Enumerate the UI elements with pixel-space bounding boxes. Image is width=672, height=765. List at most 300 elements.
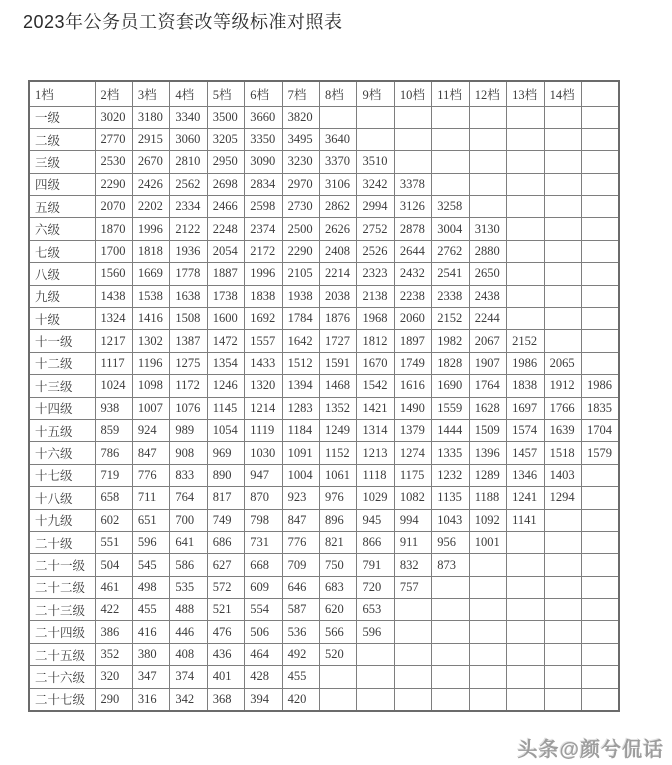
- table-cell: 2500: [282, 218, 319, 240]
- table-row: [29, 599, 619, 621]
- table-cell: 653: [357, 599, 394, 621]
- table-cell: 1697: [507, 397, 544, 419]
- table-cell: [507, 531, 544, 553]
- table-row: [29, 352, 619, 374]
- table-cell: 1352: [320, 397, 357, 419]
- table-cell: [432, 576, 469, 598]
- table-cell: 374: [170, 666, 207, 688]
- table-cell: 2290: [95, 173, 132, 195]
- table-cell: 847: [132, 442, 169, 464]
- table-cell: 408: [170, 643, 207, 665]
- row-label: 二十四级: [29, 621, 95, 643]
- table-cell: 776: [132, 464, 169, 486]
- table-cell: 2338: [432, 285, 469, 307]
- table-cell: [394, 666, 431, 688]
- table-cell: [507, 554, 544, 576]
- table-cell: 2432: [394, 263, 431, 285]
- table-cell: 572: [207, 576, 244, 598]
- table-cell: 821: [320, 531, 357, 553]
- column-header: 13档: [507, 81, 544, 106]
- table-cell: [320, 666, 357, 688]
- table-cell: 1421: [357, 397, 394, 419]
- table-cell: [544, 643, 581, 665]
- table-cell: 1004: [282, 464, 319, 486]
- table-cell: 596: [357, 621, 394, 643]
- table-cell: 2530: [95, 151, 132, 173]
- table-cell: 401: [207, 666, 244, 688]
- table-cell: [357, 666, 394, 688]
- table-cell: 1249: [320, 419, 357, 441]
- table-cell: 641: [170, 531, 207, 553]
- table-cell: 2626: [320, 218, 357, 240]
- table-cell: 1557: [245, 330, 282, 352]
- table-cell: 3350: [245, 128, 282, 150]
- table-cell: 2878: [394, 218, 431, 240]
- table-cell: [581, 621, 618, 643]
- table-cell: [469, 666, 506, 688]
- table-cell: 521: [207, 599, 244, 621]
- table-cell: 1574: [507, 419, 544, 441]
- table-cell: 1727: [320, 330, 357, 352]
- table-cell: 1354: [207, 352, 244, 374]
- table-cell: 1379: [394, 419, 431, 441]
- table-cell: 587: [282, 599, 319, 621]
- table-cell: 923: [282, 487, 319, 509]
- table-cell: 3820: [282, 106, 319, 128]
- table-cell: 2172: [245, 240, 282, 262]
- table-cell: 1704: [581, 419, 618, 441]
- table-cell: [581, 263, 618, 285]
- table-cell: [469, 688, 506, 710]
- table-cell: [581, 352, 618, 374]
- table-cell: 994: [394, 509, 431, 531]
- table-cell: 1907: [469, 352, 506, 374]
- table-cell: 461: [95, 576, 132, 598]
- table-cell: 2038: [320, 285, 357, 307]
- table-cell: [581, 643, 618, 665]
- table-cell: 2067: [469, 330, 506, 352]
- table-cell: 1897: [394, 330, 431, 352]
- table-cell: 1214: [245, 397, 282, 419]
- table-cell: 938: [95, 397, 132, 419]
- table-cell: 750: [320, 554, 357, 576]
- table-cell: 709: [282, 554, 319, 576]
- table-cell: 1490: [394, 397, 431, 419]
- table-row: [29, 666, 619, 688]
- table-cell: 2670: [132, 151, 169, 173]
- table-cell: 1457: [507, 442, 544, 464]
- table-cell: 3370: [320, 151, 357, 173]
- table-cell: 352: [95, 643, 132, 665]
- table-cell: 1690: [432, 375, 469, 397]
- table-row: [29, 263, 619, 285]
- table-cell: 720: [357, 576, 394, 598]
- table-cell: 2290: [282, 240, 319, 262]
- table-cell: [544, 688, 581, 710]
- table-cell: 1145: [207, 397, 244, 419]
- table-cell: 2770: [95, 128, 132, 150]
- table-cell: 1642: [282, 330, 319, 352]
- table-cell: 316: [132, 688, 169, 710]
- table-cell: 1433: [245, 352, 282, 374]
- table-cell: 2730: [282, 196, 319, 218]
- table-cell: 545: [132, 554, 169, 576]
- table-cell: 2915: [132, 128, 169, 150]
- table-cell: [357, 643, 394, 665]
- table-cell: [432, 643, 469, 665]
- table-cell: [432, 621, 469, 643]
- table-cell: [357, 688, 394, 710]
- table-cell: 924: [132, 419, 169, 441]
- table-cell: [544, 666, 581, 688]
- header-row: [29, 81, 619, 106]
- table-cell: 535: [170, 576, 207, 598]
- row-label: 十七级: [29, 464, 95, 486]
- table-cell: [581, 128, 618, 150]
- table-cell: [544, 576, 581, 598]
- table-cell: 2950: [207, 151, 244, 173]
- table-cell: [581, 487, 618, 509]
- table-row: [29, 151, 619, 173]
- table-cell: 1982: [432, 330, 469, 352]
- table-cell: [581, 240, 618, 262]
- table-cell: 1986: [507, 352, 544, 374]
- column-header: 2档: [95, 81, 132, 106]
- table-cell: 3106: [320, 173, 357, 195]
- table-cell: [507, 643, 544, 665]
- watermark: 头条@颜兮侃话: [517, 739, 664, 761]
- table-cell: 1828: [432, 352, 469, 374]
- table-cell: 1766: [544, 397, 581, 419]
- table-cell: 420: [282, 688, 319, 710]
- table-cell: 1700: [95, 240, 132, 262]
- table-cell: 2408: [320, 240, 357, 262]
- table-cell: 2054: [207, 240, 244, 262]
- table-cell: 1175: [394, 464, 431, 486]
- table-cell: 551: [95, 531, 132, 553]
- table-cell: 646: [282, 576, 319, 598]
- table-cell: 436: [207, 643, 244, 665]
- row-label: 二十五级: [29, 643, 95, 665]
- table-cell: 1518: [544, 442, 581, 464]
- table-cell: [544, 240, 581, 262]
- table-row: [29, 218, 619, 240]
- table-cell: [544, 621, 581, 643]
- table-cell: 711: [132, 487, 169, 509]
- table-cell: [432, 599, 469, 621]
- table-cell: 1283: [282, 397, 319, 419]
- table-row: [29, 576, 619, 598]
- row-label: 三级: [29, 151, 95, 173]
- table-cell: 3258: [432, 196, 469, 218]
- table-cell: 1670: [357, 352, 394, 374]
- table-cell: 1029: [357, 487, 394, 509]
- table-cell: [469, 128, 506, 150]
- table-cell: 1054: [207, 419, 244, 441]
- table-cell: 2562: [170, 173, 207, 195]
- table-cell: 566: [320, 621, 357, 643]
- table-cell: [581, 308, 618, 330]
- table-cell: 1692: [245, 308, 282, 330]
- table-cell: 3130: [469, 218, 506, 240]
- row-label: 二十二级: [29, 576, 95, 598]
- table-cell: 1241: [507, 487, 544, 509]
- table-cell: 3004: [432, 218, 469, 240]
- table-cell: [507, 308, 544, 330]
- table-cell: 757: [394, 576, 431, 598]
- table-row: [29, 375, 619, 397]
- table-cell: [469, 599, 506, 621]
- column-header: 3档: [132, 81, 169, 106]
- table-cell: [544, 218, 581, 240]
- table-row: [29, 173, 619, 195]
- table-cell: 3340: [170, 106, 207, 128]
- table-cell: 1639: [544, 419, 581, 441]
- table-cell: 1818: [132, 240, 169, 262]
- table-cell: 1394: [282, 375, 319, 397]
- table-cell: 1403: [544, 464, 581, 486]
- table-cell: 1838: [245, 285, 282, 307]
- row-label: 五级: [29, 196, 95, 218]
- table-cell: [469, 621, 506, 643]
- table-row: [29, 464, 619, 486]
- table-row: [29, 196, 619, 218]
- table-cell: [469, 106, 506, 128]
- table-cell: 320: [95, 666, 132, 688]
- table-row: [29, 487, 619, 509]
- column-header: 6档: [245, 81, 282, 106]
- column-header: 7档: [282, 81, 319, 106]
- table-cell: 620: [320, 599, 357, 621]
- table-cell: [544, 106, 581, 128]
- table-cell: 1152: [320, 442, 357, 464]
- table-cell: 1346: [507, 464, 544, 486]
- table-cell: 1061: [320, 464, 357, 486]
- table-cell: [544, 151, 581, 173]
- table-cell: [581, 464, 618, 486]
- table-cell: 1591: [320, 352, 357, 374]
- table-cell: [544, 531, 581, 553]
- row-label: 十一级: [29, 330, 95, 352]
- table-cell: 1812: [357, 330, 394, 352]
- row-label: 二十七级: [29, 688, 95, 710]
- table-cell: [581, 285, 618, 307]
- table-cell: [432, 688, 469, 710]
- table-cell: [469, 643, 506, 665]
- table-cell: 1996: [132, 218, 169, 240]
- table-cell: 2138: [357, 285, 394, 307]
- table-row: [29, 128, 619, 150]
- table-cell: 1172: [170, 375, 207, 397]
- table-cell: 1764: [469, 375, 506, 397]
- table-cell: [544, 554, 581, 576]
- table-cell: 658: [95, 487, 132, 509]
- table-cell: 832: [394, 554, 431, 576]
- table-cell: [357, 106, 394, 128]
- row-label: 十二级: [29, 352, 95, 374]
- table-cell: 1835: [581, 397, 618, 419]
- table-cell: 2698: [207, 173, 244, 195]
- table-cell: 3060: [170, 128, 207, 150]
- table-cell: [544, 330, 581, 352]
- table-cell: 1092: [469, 509, 506, 531]
- table-cell: 3640: [320, 128, 357, 150]
- table-cell: 1387: [170, 330, 207, 352]
- row-label: 六级: [29, 218, 95, 240]
- table-cell: [581, 554, 618, 576]
- salary-table: [28, 80, 620, 712]
- table-cell: 520: [320, 643, 357, 665]
- table-cell: 554: [245, 599, 282, 621]
- table-cell: 1076: [170, 397, 207, 419]
- table-cell: 2202: [132, 196, 169, 218]
- table-cell: 1396: [469, 442, 506, 464]
- table-cell: 2105: [282, 263, 319, 285]
- table-cell: 2323: [357, 263, 394, 285]
- table-cell: 2438: [469, 285, 506, 307]
- table-cell: [432, 128, 469, 150]
- table-cell: 488: [170, 599, 207, 621]
- table-cell: 2214: [320, 263, 357, 285]
- table-cell: [581, 576, 618, 598]
- table-cell: 1030: [245, 442, 282, 464]
- table-cell: 2650: [469, 263, 506, 285]
- row-label: 七级: [29, 240, 95, 262]
- row-label: 一级: [29, 106, 95, 128]
- table-cell: 969: [207, 442, 244, 464]
- table-cell: 873: [432, 554, 469, 576]
- table-cell: 833: [170, 464, 207, 486]
- table-cell: [507, 106, 544, 128]
- table-cell: 1876: [320, 308, 357, 330]
- row-label: 十八级: [29, 487, 95, 509]
- table-cell: 1082: [394, 487, 431, 509]
- table-cell: 749: [207, 509, 244, 531]
- table-cell: 2244: [469, 308, 506, 330]
- table-cell: 2810: [170, 151, 207, 173]
- table-cell: [507, 128, 544, 150]
- table-cell: 3495: [282, 128, 319, 150]
- table-cell: 651: [132, 509, 169, 531]
- table-cell: 1275: [170, 352, 207, 374]
- table-row: [29, 688, 619, 710]
- row-label: 二十六级: [29, 666, 95, 688]
- table-cell: [581, 151, 618, 173]
- table-cell: 686: [207, 531, 244, 553]
- table-cell: 1444: [432, 419, 469, 441]
- table-cell: 504: [95, 554, 132, 576]
- column-header: 10档: [394, 81, 431, 106]
- table-cell: 1314: [357, 419, 394, 441]
- table-cell: 2834: [245, 173, 282, 195]
- table-cell: [394, 599, 431, 621]
- table-cell: 2374: [245, 218, 282, 240]
- table-row: [29, 442, 619, 464]
- table-cell: 380: [132, 643, 169, 665]
- row-label: 十六级: [29, 442, 95, 464]
- table-cell: 1472: [207, 330, 244, 352]
- table-cell: [320, 106, 357, 128]
- table-cell: 368: [207, 688, 244, 710]
- table-cell: 847: [282, 509, 319, 531]
- table-cell: 1098: [132, 375, 169, 397]
- table-cell: 1508: [170, 308, 207, 330]
- table-cell: 908: [170, 442, 207, 464]
- table-cell: 1512: [282, 352, 319, 374]
- table-cell: 1509: [469, 419, 506, 441]
- table-row: [29, 509, 619, 531]
- table-cell: 976: [320, 487, 357, 509]
- table-cell: [581, 106, 618, 128]
- column-header: 9档: [357, 81, 394, 106]
- table-cell: 1616: [394, 375, 431, 397]
- table-cell: 1024: [95, 375, 132, 397]
- table-cell: [507, 196, 544, 218]
- table-cell: 3500: [207, 106, 244, 128]
- table-cell: 2862: [320, 196, 357, 218]
- table-cell: [394, 621, 431, 643]
- table-cell: 1320: [245, 375, 282, 397]
- table-cell: 2994: [357, 196, 394, 218]
- table-cell: [432, 173, 469, 195]
- column-header: 5档: [207, 81, 244, 106]
- table-cell: [544, 263, 581, 285]
- table-cell: [544, 599, 581, 621]
- label-column-header: 1档: [29, 81, 95, 106]
- table-cell: 3180: [132, 106, 169, 128]
- table-cell: 1579: [581, 442, 618, 464]
- table-cell: [507, 218, 544, 240]
- table-cell: 2152: [507, 330, 544, 352]
- table-cell: [544, 128, 581, 150]
- table-cell: 1638: [170, 285, 207, 307]
- column-header: 4档: [170, 81, 207, 106]
- table-cell: 3126: [394, 196, 431, 218]
- table-cell: 719: [95, 464, 132, 486]
- table-cell: 290: [95, 688, 132, 710]
- table-cell: 1936: [170, 240, 207, 262]
- column-header: 8档: [320, 81, 357, 106]
- table-cell: 1246: [207, 375, 244, 397]
- table-cell: 428: [245, 666, 282, 688]
- table-cell: 2426: [132, 173, 169, 195]
- table-cell: 2070: [95, 196, 132, 218]
- table-row: [29, 397, 619, 419]
- column-header: 11档: [432, 81, 469, 106]
- table-cell: 492: [282, 643, 319, 665]
- table-row: [29, 531, 619, 553]
- table-cell: 2970: [282, 173, 319, 195]
- table-cell: 668: [245, 554, 282, 576]
- table-cell: [581, 218, 618, 240]
- table-cell: 1870: [95, 218, 132, 240]
- table-cell: 1232: [432, 464, 469, 486]
- table-cell: [469, 196, 506, 218]
- table-cell: [507, 666, 544, 688]
- table-cell: 2752: [357, 218, 394, 240]
- table-cell: 422: [95, 599, 132, 621]
- table-cell: [507, 688, 544, 710]
- table-cell: 1274: [394, 442, 431, 464]
- table-cell: 731: [245, 531, 282, 553]
- table-cell: [320, 688, 357, 710]
- table-cell: [544, 196, 581, 218]
- table-cell: 1001: [469, 531, 506, 553]
- table-cell: 506: [245, 621, 282, 643]
- table-cell: 3378: [394, 173, 431, 195]
- table-cell: [507, 240, 544, 262]
- table-cell: [469, 576, 506, 598]
